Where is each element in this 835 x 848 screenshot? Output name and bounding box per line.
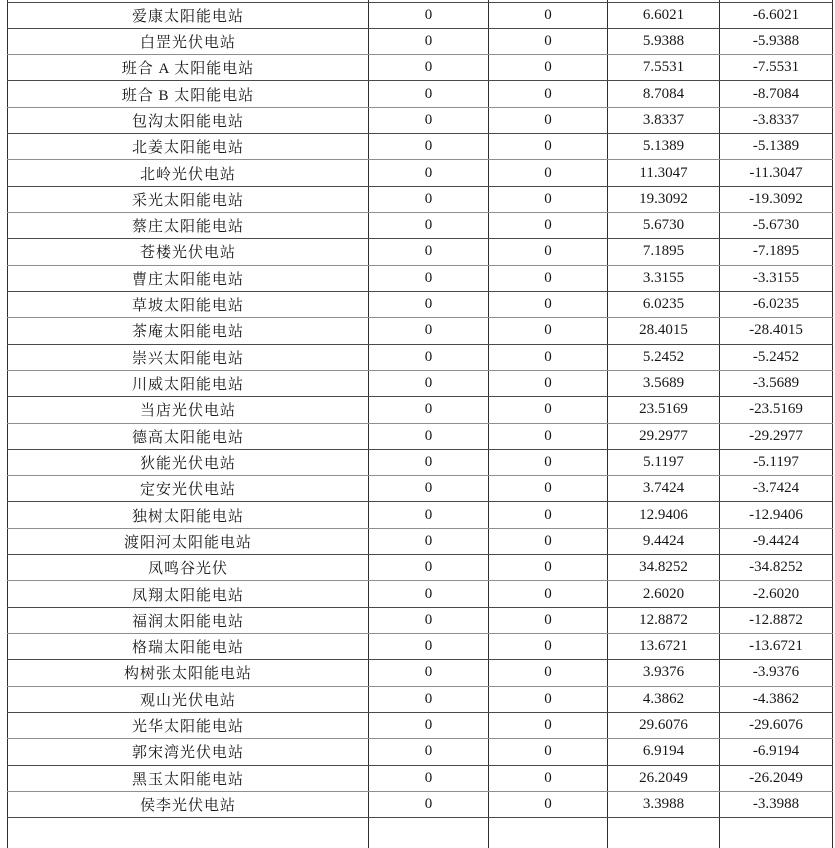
table-row [8, 318, 833, 344]
negative-value-cell: -34.8252 [720, 555, 833, 581]
station-name-cell: 班合 A 太阳能电站 [8, 55, 369, 81]
table-row [8, 81, 833, 107]
zero-value-2-cell: 0 [489, 265, 608, 291]
station-name-cell: 爱康太阳能电站 [8, 2, 369, 28]
zero-value-1-cell: 0 [369, 502, 489, 528]
zero-value-1-cell: 0 [369, 291, 489, 317]
zero-value-1-cell: 0 [369, 28, 489, 54]
zero-value-1-cell: 0 [369, 239, 489, 265]
generation-value-cell: 9.4424 [608, 528, 720, 554]
generation-value-cell: 5.1389 [608, 134, 720, 160]
clipped-cell [489, 818, 608, 848]
negative-value-cell: -3.5689 [720, 370, 833, 396]
generation-value-cell: 11.3047 [608, 160, 720, 186]
zero-value-1-cell: 0 [369, 739, 489, 765]
negative-value-cell: -23.5169 [720, 397, 833, 423]
zero-value-2-cell: 0 [489, 581, 608, 607]
zero-value-2-cell: 0 [489, 81, 608, 107]
negative-value-cell: -3.9376 [720, 660, 833, 686]
station-name-cell: 川威太阳能电站 [8, 370, 369, 396]
zero-value-1-cell: 0 [369, 555, 489, 581]
table-row [8, 476, 833, 502]
zero-value-2-cell: 0 [489, 765, 608, 791]
station-table-body [8, 0, 833, 848]
table-row [8, 712, 833, 738]
zero-value-2-cell: 0 [489, 134, 608, 160]
zero-value-1-cell: 0 [369, 344, 489, 370]
negative-value-cell: -7.1895 [720, 239, 833, 265]
station-name-cell: 构树张太阳能电站 [8, 660, 369, 686]
generation-value-cell: 5.2452 [608, 344, 720, 370]
negative-value-cell: -5.1197 [720, 449, 833, 475]
zero-value-2-cell: 0 [489, 344, 608, 370]
zero-value-2-cell: 0 [489, 555, 608, 581]
table-row [8, 2, 833, 28]
zero-value-2-cell: 0 [489, 476, 608, 502]
table-row [8, 134, 833, 160]
generation-value-cell: 3.8337 [608, 107, 720, 133]
station-name-cell: 狄能光伏电站 [8, 449, 369, 475]
zero-value-2-cell: 0 [489, 239, 608, 265]
generation-value-cell: 29.6076 [608, 712, 720, 738]
generation-value-cell: 7.5531 [608, 55, 720, 81]
negative-value-cell: -7.5531 [720, 55, 833, 81]
clipped-row-bottom [8, 818, 833, 848]
clipped-cell [369, 818, 489, 848]
zero-value-2-cell: 0 [489, 449, 608, 475]
table-row [8, 160, 833, 186]
table-row [8, 344, 833, 370]
zero-value-2-cell: 0 [489, 739, 608, 765]
station-name-cell: 观山光伏电站 [8, 686, 369, 712]
negative-value-cell: -6.6021 [720, 2, 833, 28]
negative-value-cell: -29.6076 [720, 712, 833, 738]
negative-value-cell: -5.6730 [720, 213, 833, 239]
station-name-cell: 班合 B 太阳能电站 [8, 81, 369, 107]
zero-value-1-cell: 0 [369, 213, 489, 239]
zero-value-1-cell: 0 [369, 686, 489, 712]
negative-value-cell: -3.3155 [720, 265, 833, 291]
generation-value-cell: 34.8252 [608, 555, 720, 581]
station-name-cell: 独树太阳能电站 [8, 502, 369, 528]
zero-value-2-cell: 0 [489, 686, 608, 712]
zero-value-2-cell: 0 [489, 291, 608, 317]
table-row [8, 265, 833, 291]
table-row [8, 581, 833, 607]
zero-value-2-cell: 0 [489, 660, 608, 686]
negative-value-cell: -3.3988 [720, 791, 833, 817]
zero-value-1-cell: 0 [369, 634, 489, 660]
table-row [8, 765, 833, 791]
zero-value-1-cell: 0 [369, 476, 489, 502]
negative-value-cell: -2.6020 [720, 581, 833, 607]
station-name-cell: 崇兴太阳能电站 [8, 344, 369, 370]
zero-value-2-cell: 0 [489, 791, 608, 817]
table-row [8, 397, 833, 423]
negative-value-cell: -5.1389 [720, 134, 833, 160]
zero-value-2-cell: 0 [489, 423, 608, 449]
table-row [8, 186, 833, 212]
station-name-cell: 曹庄太阳能电站 [8, 265, 369, 291]
table-row [8, 739, 833, 765]
zero-value-1-cell: 0 [369, 791, 489, 817]
table-row [8, 55, 833, 81]
station-name-cell: 福润太阳能电站 [8, 607, 369, 633]
zero-value-1-cell: 0 [369, 265, 489, 291]
generation-value-cell: 3.7424 [608, 476, 720, 502]
negative-value-cell: -12.9406 [720, 502, 833, 528]
negative-value-cell: -8.7084 [720, 81, 833, 107]
zero-value-2-cell: 0 [489, 712, 608, 738]
zero-value-1-cell: 0 [369, 765, 489, 791]
generation-value-cell: 29.2977 [608, 423, 720, 449]
clipped-cell [720, 818, 833, 848]
station-name-cell: 当店光伏电站 [8, 397, 369, 423]
generation-value-cell: 3.9376 [608, 660, 720, 686]
zero-value-2-cell: 0 [489, 634, 608, 660]
station-name-cell: 郭宋湾光伏电站 [8, 739, 369, 765]
generation-value-cell: 2.6020 [608, 581, 720, 607]
station-name-cell: 定安光伏电站 [8, 476, 369, 502]
generation-value-cell: 5.9388 [608, 28, 720, 54]
station-name-cell: 凤翔太阳能电站 [8, 581, 369, 607]
station-name-cell: 北姜太阳能电站 [8, 134, 369, 160]
station-name-cell: 格瑞太阳能电站 [8, 634, 369, 660]
generation-value-cell: 6.0235 [608, 291, 720, 317]
zero-value-1-cell: 0 [369, 607, 489, 633]
zero-value-1-cell: 0 [369, 712, 489, 738]
table-row [8, 423, 833, 449]
negative-value-cell: -3.7424 [720, 476, 833, 502]
zero-value-1-cell: 0 [369, 397, 489, 423]
table-row [8, 213, 833, 239]
generation-value-cell: 3.5689 [608, 370, 720, 396]
station-name-cell: 采光太阳能电站 [8, 186, 369, 212]
zero-value-1-cell: 0 [369, 449, 489, 475]
table-row [8, 528, 833, 554]
table-row [8, 291, 833, 317]
zero-value-1-cell: 0 [369, 318, 489, 344]
negative-value-cell: -28.4015 [720, 318, 833, 344]
station-name-cell: 凤鸣谷光伏 [8, 555, 369, 581]
table-row [8, 502, 833, 528]
clipped-cell [608, 818, 720, 848]
generation-value-cell: 6.9194 [608, 739, 720, 765]
negative-value-cell: -6.9194 [720, 739, 833, 765]
zero-value-1-cell: 0 [369, 2, 489, 28]
station-name-cell: 草坡太阳能电站 [8, 291, 369, 317]
station-name-cell: 渡阳河太阳能电站 [8, 528, 369, 554]
table-row [8, 607, 833, 633]
zero-value-1-cell: 0 [369, 660, 489, 686]
negative-value-cell: -12.8872 [720, 607, 833, 633]
negative-value-cell: -13.6721 [720, 634, 833, 660]
table-row [8, 370, 833, 396]
table-row [8, 107, 833, 133]
generation-value-cell: 8.7084 [608, 81, 720, 107]
station-name-cell: 光华太阳能电站 [8, 712, 369, 738]
zero-value-1-cell: 0 [369, 186, 489, 212]
station-name-cell: 茶庵太阳能电站 [8, 318, 369, 344]
zero-value-2-cell: 0 [489, 528, 608, 554]
table-row [8, 660, 833, 686]
generation-value-cell: 4.3862 [608, 686, 720, 712]
zero-value-2-cell: 0 [489, 607, 608, 633]
station-name-cell: 德高太阳能电站 [8, 423, 369, 449]
negative-value-cell: -11.3047 [720, 160, 833, 186]
negative-value-cell: -6.0235 [720, 291, 833, 317]
zero-value-2-cell: 0 [489, 107, 608, 133]
station-name-cell: 黑玉太阳能电站 [8, 765, 369, 791]
generation-value-cell: 7.1895 [608, 239, 720, 265]
generation-value-cell: 23.5169 [608, 397, 720, 423]
station-name-cell: 北岭光伏电站 [8, 160, 369, 186]
generation-value-cell: 12.9406 [608, 502, 720, 528]
generation-value-cell: 26.2049 [608, 765, 720, 791]
negative-value-cell: -5.2452 [720, 344, 833, 370]
zero-value-2-cell: 0 [489, 55, 608, 81]
negative-value-cell: -9.4424 [720, 528, 833, 554]
negative-value-cell: -3.8337 [720, 107, 833, 133]
zero-value-1-cell: 0 [369, 107, 489, 133]
zero-value-2-cell: 0 [489, 397, 608, 423]
station-name-cell: 苍楼光伏电站 [8, 239, 369, 265]
table-row [8, 686, 833, 712]
generation-value-cell: 13.6721 [608, 634, 720, 660]
zero-value-2-cell: 0 [489, 370, 608, 396]
table-row [8, 791, 833, 817]
generation-value-cell: 28.4015 [608, 318, 720, 344]
generation-value-cell: 19.3092 [608, 186, 720, 212]
clipped-cell [8, 818, 369, 848]
table-row [8, 555, 833, 581]
generation-value-cell: 12.8872 [608, 607, 720, 633]
zero-value-1-cell: 0 [369, 55, 489, 81]
generation-value-cell: 3.3155 [608, 265, 720, 291]
zero-value-1-cell: 0 [369, 528, 489, 554]
zero-value-1-cell: 0 [369, 81, 489, 107]
station-name-cell: 蔡庄太阳能电站 [8, 213, 369, 239]
table-row [8, 449, 833, 475]
zero-value-2-cell: 0 [489, 28, 608, 54]
station-name-cell: 白罡光伏电站 [8, 28, 369, 54]
zero-value-1-cell: 0 [369, 423, 489, 449]
generation-value-cell: 5.6730 [608, 213, 720, 239]
station-table [7, 0, 833, 848]
generation-value-cell: 6.6021 [608, 2, 720, 28]
table-row [8, 239, 833, 265]
zero-value-1-cell: 0 [369, 370, 489, 396]
zero-value-2-cell: 0 [489, 318, 608, 344]
station-name-cell: 包沟太阳能电站 [8, 107, 369, 133]
negative-value-cell: -26.2049 [720, 765, 833, 791]
zero-value-1-cell: 0 [369, 160, 489, 186]
zero-value-1-cell: 0 [369, 134, 489, 160]
negative-value-cell: -4.3862 [720, 686, 833, 712]
zero-value-2-cell: 0 [489, 160, 608, 186]
station-name-cell: 侯李光伏电站 [8, 791, 369, 817]
generation-value-cell: 5.1197 [608, 449, 720, 475]
negative-value-cell: -29.2977 [720, 423, 833, 449]
generation-value-cell: 3.3988 [608, 791, 720, 817]
table-row [8, 28, 833, 54]
table-row [8, 634, 833, 660]
zero-value-2-cell: 0 [489, 2, 608, 28]
negative-value-cell: -5.9388 [720, 28, 833, 54]
zero-value-2-cell: 0 [489, 502, 608, 528]
zero-value-2-cell: 0 [489, 186, 608, 212]
negative-value-cell: -19.3092 [720, 186, 833, 212]
zero-value-1-cell: 0 [369, 581, 489, 607]
zero-value-2-cell: 0 [489, 213, 608, 239]
